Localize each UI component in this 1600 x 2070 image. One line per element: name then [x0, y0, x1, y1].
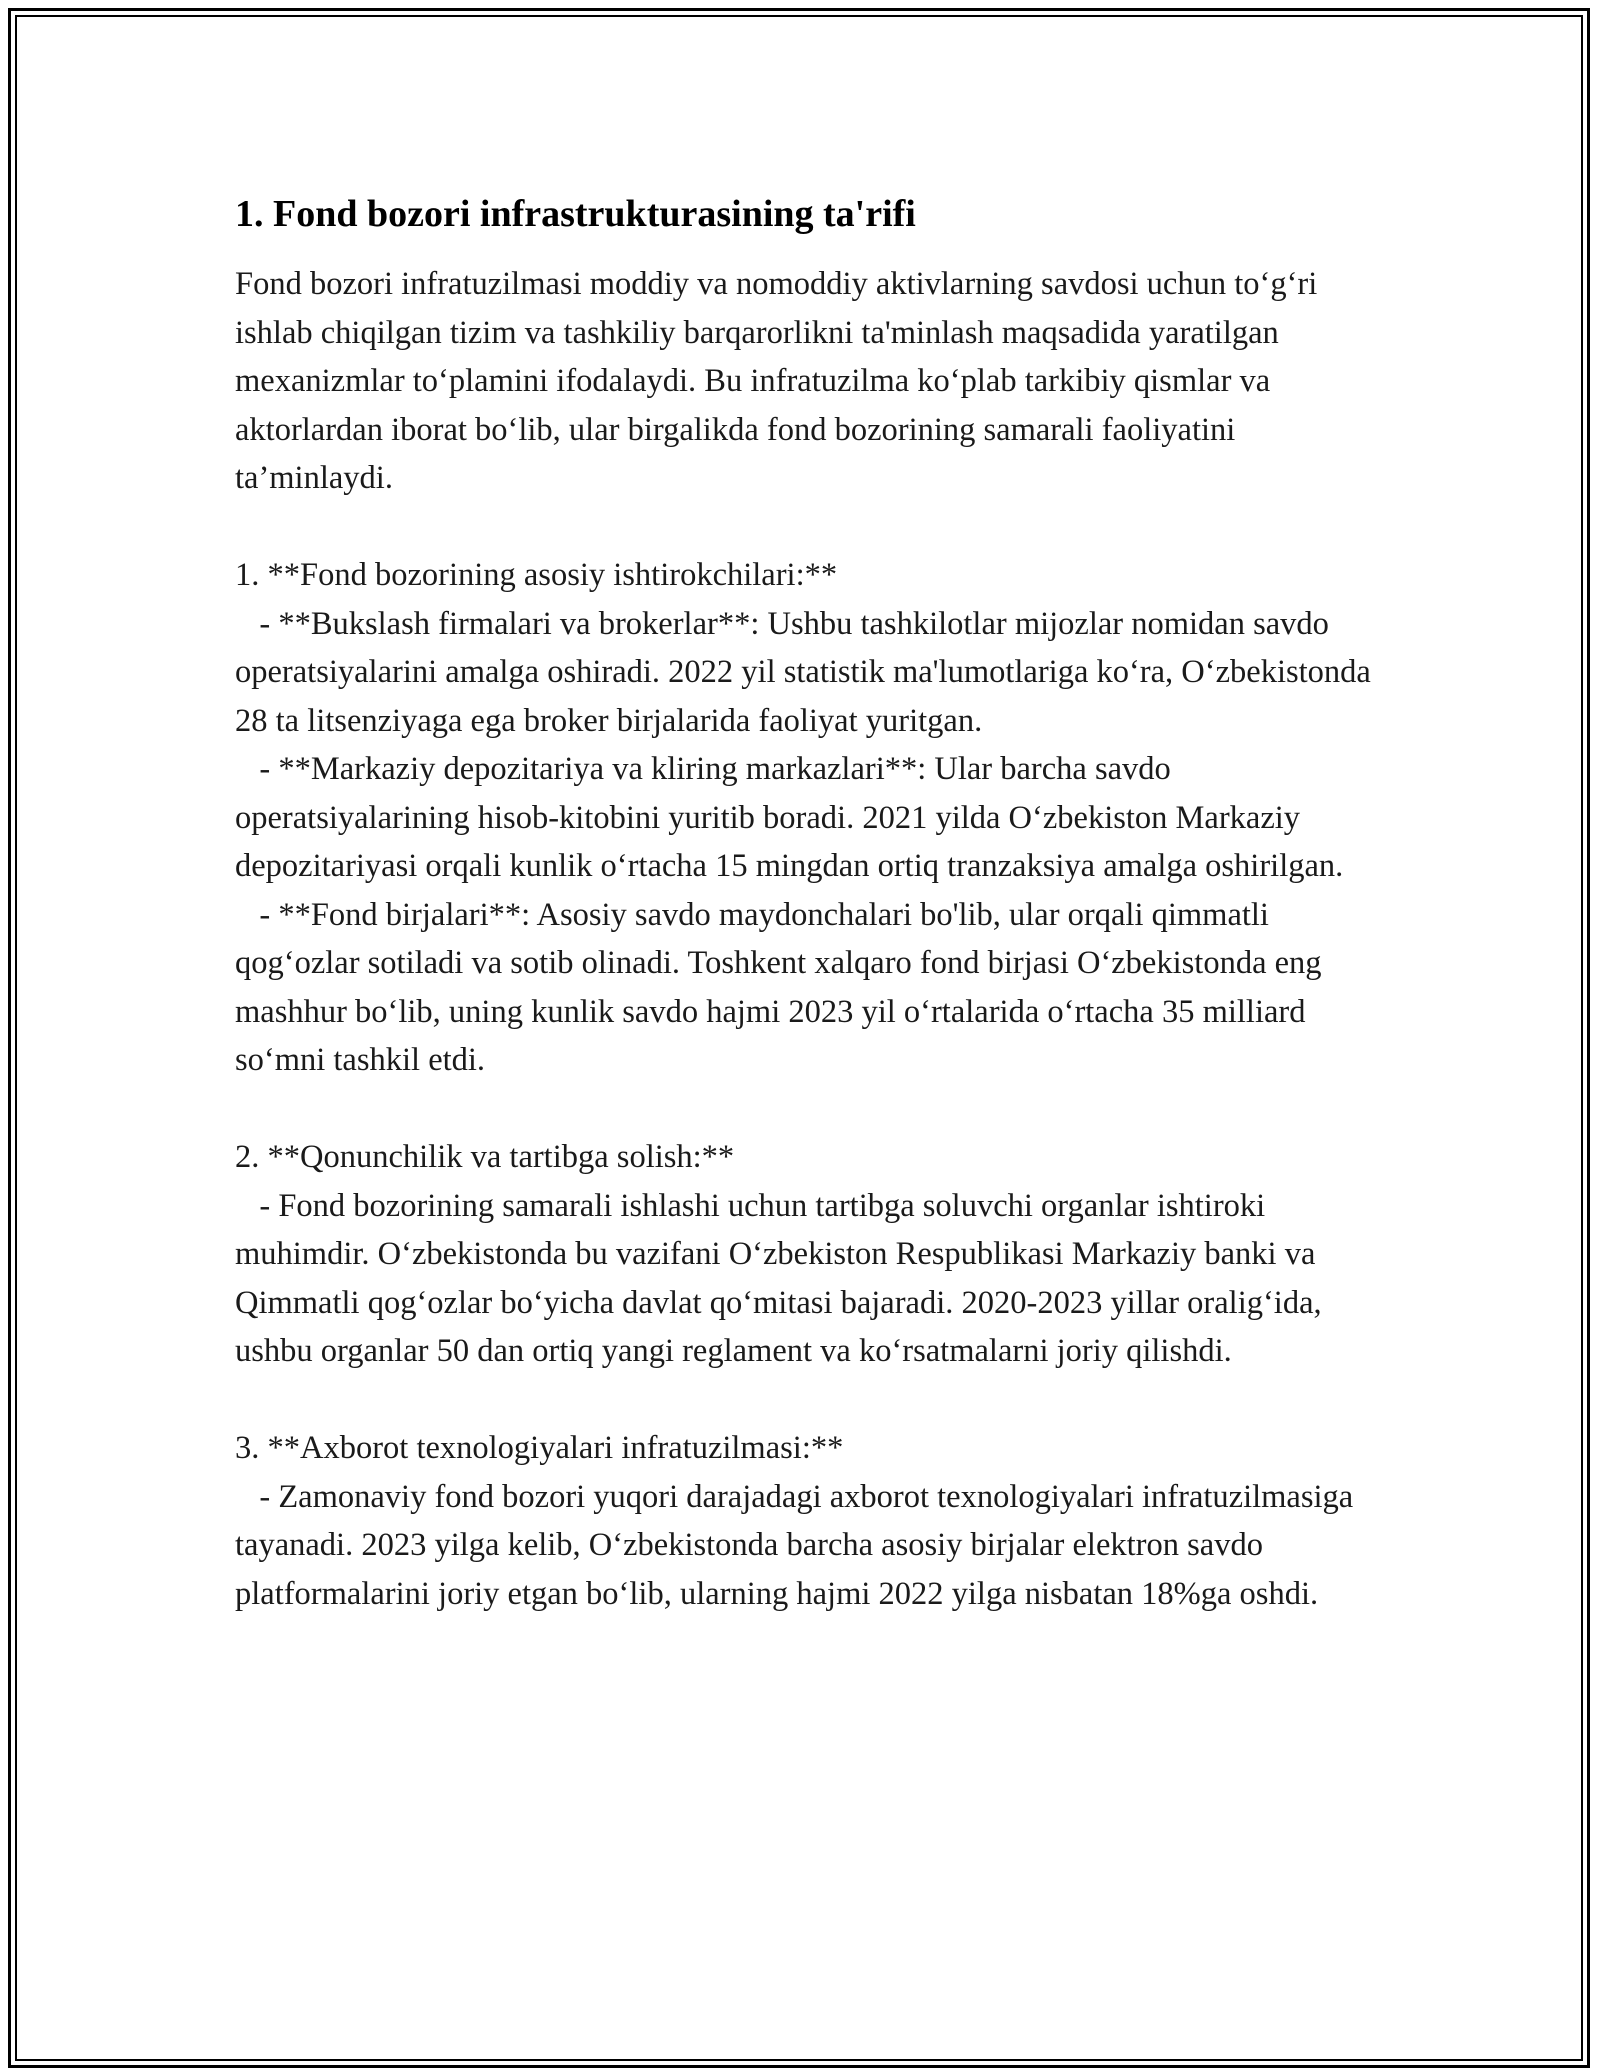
section-2-item-regulation: - Fond bozorining samarali ishlashi uchun tartibga soluvchi organlar ishtiroki muhimdir. O‘zbekistonda bu vazifani O‘zbekiston Respublikasi Markaziy banki va Qimmatli qog‘ozlar bo‘yicha davlat qo‘mitasi bajaradi. 2020-2023 yillar oralig‘ida, ushbu organlar 50 dan ortiq yangi reglament va ko‘rsatmalarni joriy qilishdi.	[235, 1187, 1330, 1369]
paragraph-spacer	[235, 1085, 1375, 1134]
section-2-heading: 2. **Qonunchilik va tartibga solish:**	[235, 1139, 735, 1175]
section-1-item-depository: - **Markaziy depozitariya va kliring markazlari**: Ular barcha savdo operatsiyalarining hisob-kitobini yuritib boradi. 2021 yilda O‘zbekiston Markaziy depozitariyasi orqali kunlik o‘rtacha 15 mingdan ortiq tranzaksiya amalga oshirilgan.	[235, 751, 1344, 884]
document-body	[235, 188, 1379, 1618]
intro-paragraph: Fond bozori infratuzilmasi moddiy va nomoddiy aktivlarning savdosi uchun to‘g‘ri ishlab chiqilgan tizim va tashkiliy barqarorlikni ta'minlash maqsadida yaratilgan mexanizmlar to‘plamini ifodalaydi. Bu infratuzilma ko‘plab tarkibiy qismlar va aktorlardan iborat bo‘lib, ular birgalikda fond bozorining samarali faoliyatini ta’minlaydi.	[235, 266, 1326, 496]
section-1-item-exchanges: - **Fond birjalari**: Asosiy savdo maydonchalari bo'lib, ular orqali qimmatli qog‘ozlar sotiladi va sotib olinadi. Toshkent xalqaro fond birjasi O‘zbekistonda eng mashhur bo‘lib, uning kunlik savdo hajmi 2023 yil o‘rtalarida o‘rtacha 35 milliard so‘mni tashkil etdi.	[235, 896, 1330, 1078]
section-1-item-brokers: - **Bukslash firmalari va brokerlar**: Ushbu tashkilotlar mijozlar nomidan savdo operatsiyalarini amalga oshiradi. 2022 yil statistik ma'lumotlariga ko‘ra, O‘zbekistonda 28 ta litsenziyaga ega broker birjalarida faoliyat yuritgan.	[235, 605, 1379, 739]
section-1-heading: 1. **Fond bozorining asosiy ishtirokchilari:**	[235, 557, 838, 593]
section-3-item-it: - Zamonaviy fond bozori yuqori darajadagi axborot texnologiyalari infratuzilmasiga tayanadi. 2023 yilga kelib, O‘zbekistonda barcha asosiy birjalar elektron savdo platformalarini joriy etgan bo‘lib, ularning hajmi 2022 yilga nisbatan 18%ga oshdi.	[235, 1478, 1362, 1612]
section-3-heading: 3. **Axborot texnologiyalari infratuzilmasi:**	[235, 1430, 844, 1466]
paragraph-spacer	[235, 503, 1375, 552]
document-title: 1. Fond bozori infrastrukturasining ta'rifi	[235, 193, 916, 235]
paragraph-spacer	[235, 1376, 1375, 1425]
